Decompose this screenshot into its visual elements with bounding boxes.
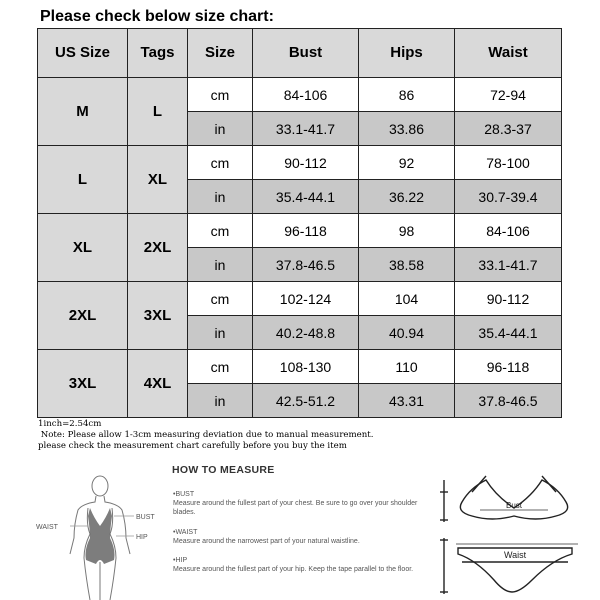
bust-cell: 102-124 <box>253 282 359 316</box>
waist-cell: 72-94 <box>455 78 562 112</box>
waist-instruction-head: •WAIST <box>173 529 198 536</box>
bust-instruction-head: •BUST <box>173 491 195 498</box>
body-measure-figure <box>30 474 170 600</box>
header-tags: Tags <box>128 29 188 78</box>
bust-cell: 40.2-48.8 <box>253 316 359 350</box>
hip-instruction-text: Measure around the fullest part of your hip. Keep the tape parallel to the floor. <box>173 566 414 573</box>
table-row <box>38 146 562 180</box>
bust-cell: 90-112 <box>253 146 359 180</box>
unit-cell: in <box>188 384 253 418</box>
waist-cell: 30.7-39.4 <box>455 180 562 214</box>
unit-cell: cm <box>188 146 253 180</box>
bikini-straps <box>472 476 556 492</box>
unit-cell: cm <box>188 350 253 384</box>
hip-instruction-head: •HIP <box>173 557 188 564</box>
figure-head-shape <box>92 476 108 496</box>
tag-cell: 4XL <box>128 350 188 418</box>
bust-cell: 33.1-41.7 <box>253 112 359 146</box>
figure-hip-label: HIP <box>136 534 148 541</box>
us-size-cell: XL <box>38 214 128 282</box>
hips-cell: 110 <box>359 350 455 384</box>
figure-swimsuit-shape <box>86 508 115 564</box>
table-row <box>38 78 562 112</box>
hips-cell: 104 <box>359 282 455 316</box>
unit-cell: in <box>188 316 253 350</box>
bust-instruction <box>173 490 423 517</box>
bust-cell: 42.5-51.2 <box>253 384 359 418</box>
hips-cell: 98 <box>359 214 455 248</box>
deviation-note: Note: Please allow 1-3cm measuring deviation due to manual measurement. <box>38 430 374 440</box>
header-bust: Bust <box>253 29 359 78</box>
how-to-measure-section <box>0 458 600 600</box>
bikini-waist-label: Waist <box>504 550 527 560</box>
waist-cell: 33.1-41.7 <box>455 248 562 282</box>
hips-cell: 33.86 <box>359 112 455 146</box>
table-header-row <box>38 29 562 78</box>
waist-cell: 90-112 <box>455 282 562 316</box>
bust-cell: 35.4-44.1 <box>253 180 359 214</box>
page-title: Please check below size chart: <box>40 8 274 25</box>
waist-cell: 84-106 <box>455 214 562 248</box>
waist-cell: 96-118 <box>455 350 562 384</box>
figure-bust-label: BUST <box>136 514 155 521</box>
waist-instruction <box>173 528 423 546</box>
table-row <box>38 282 562 316</box>
figure-waist-label: WAIST <box>36 524 58 531</box>
hips-cell: 38.58 <box>359 248 455 282</box>
unit-cell: cm <box>188 78 253 112</box>
tag-cell: 2XL <box>128 214 188 282</box>
bust-instruction-text: Measure around the fullest part of your chest. Be sure to go over your shoulder blades. <box>173 500 418 516</box>
unit-cell: cm <box>188 282 253 316</box>
size-chart-table <box>37 28 562 418</box>
us-size-cell: 3XL <box>38 350 128 418</box>
tag-cell: XL <box>128 146 188 214</box>
bust-cell: 37.8-46.5 <box>253 248 359 282</box>
unit-cell: cm <box>188 214 253 248</box>
hip-instruction <box>173 556 423 574</box>
us-size-cell: M <box>38 78 128 146</box>
header-size: Size <box>188 29 253 78</box>
header-waist: Waist <box>455 29 562 78</box>
hips-cell: 43.31 <box>359 384 455 418</box>
hips-cell: 92 <box>359 146 455 180</box>
waist-cell: 37.8-46.5 <box>455 384 562 418</box>
bust-cell: 96-118 <box>253 214 359 248</box>
tag-cell: 3XL <box>128 282 188 350</box>
bikini-bottom-diagram <box>432 534 600 598</box>
bikini-bust-label: Bust <box>506 501 523 510</box>
hips-cell: 40.94 <box>359 316 455 350</box>
bust-cell: 84-106 <box>253 78 359 112</box>
us-size-cell: 2XL <box>38 282 128 350</box>
bikini-top-shape <box>460 480 567 519</box>
inch-conversion-note: 1inch=2.54cm <box>38 419 102 429</box>
table-row <box>38 214 562 248</box>
hips-cell: 36.22 <box>359 180 455 214</box>
how-to-measure-title: HOW TO MEASURE <box>172 464 275 476</box>
table-row <box>38 350 562 384</box>
measurement-notes <box>38 419 373 452</box>
unit-cell: in <box>188 112 253 146</box>
header-us-size: US Size <box>38 29 128 78</box>
hips-cell: 86 <box>359 78 455 112</box>
header-hips: Hips <box>359 29 455 78</box>
bikini-top-diagram <box>432 472 600 532</box>
unit-cell: in <box>188 180 253 214</box>
tag-cell: L <box>128 78 188 146</box>
waist-cell: 28.3-37 <box>455 112 562 146</box>
unit-cell: in <box>188 248 253 282</box>
waist-instruction-text: Measure around the narrowest part of your natural waistline. <box>173 538 360 545</box>
waist-cell: 78-100 <box>455 146 562 180</box>
waist-cell: 35.4-44.1 <box>455 316 562 350</box>
us-size-cell: L <box>38 146 128 214</box>
bust-cell: 108-130 <box>253 350 359 384</box>
check-chart-note: please check the measurement chart carefully before you buy the item <box>38 441 347 451</box>
